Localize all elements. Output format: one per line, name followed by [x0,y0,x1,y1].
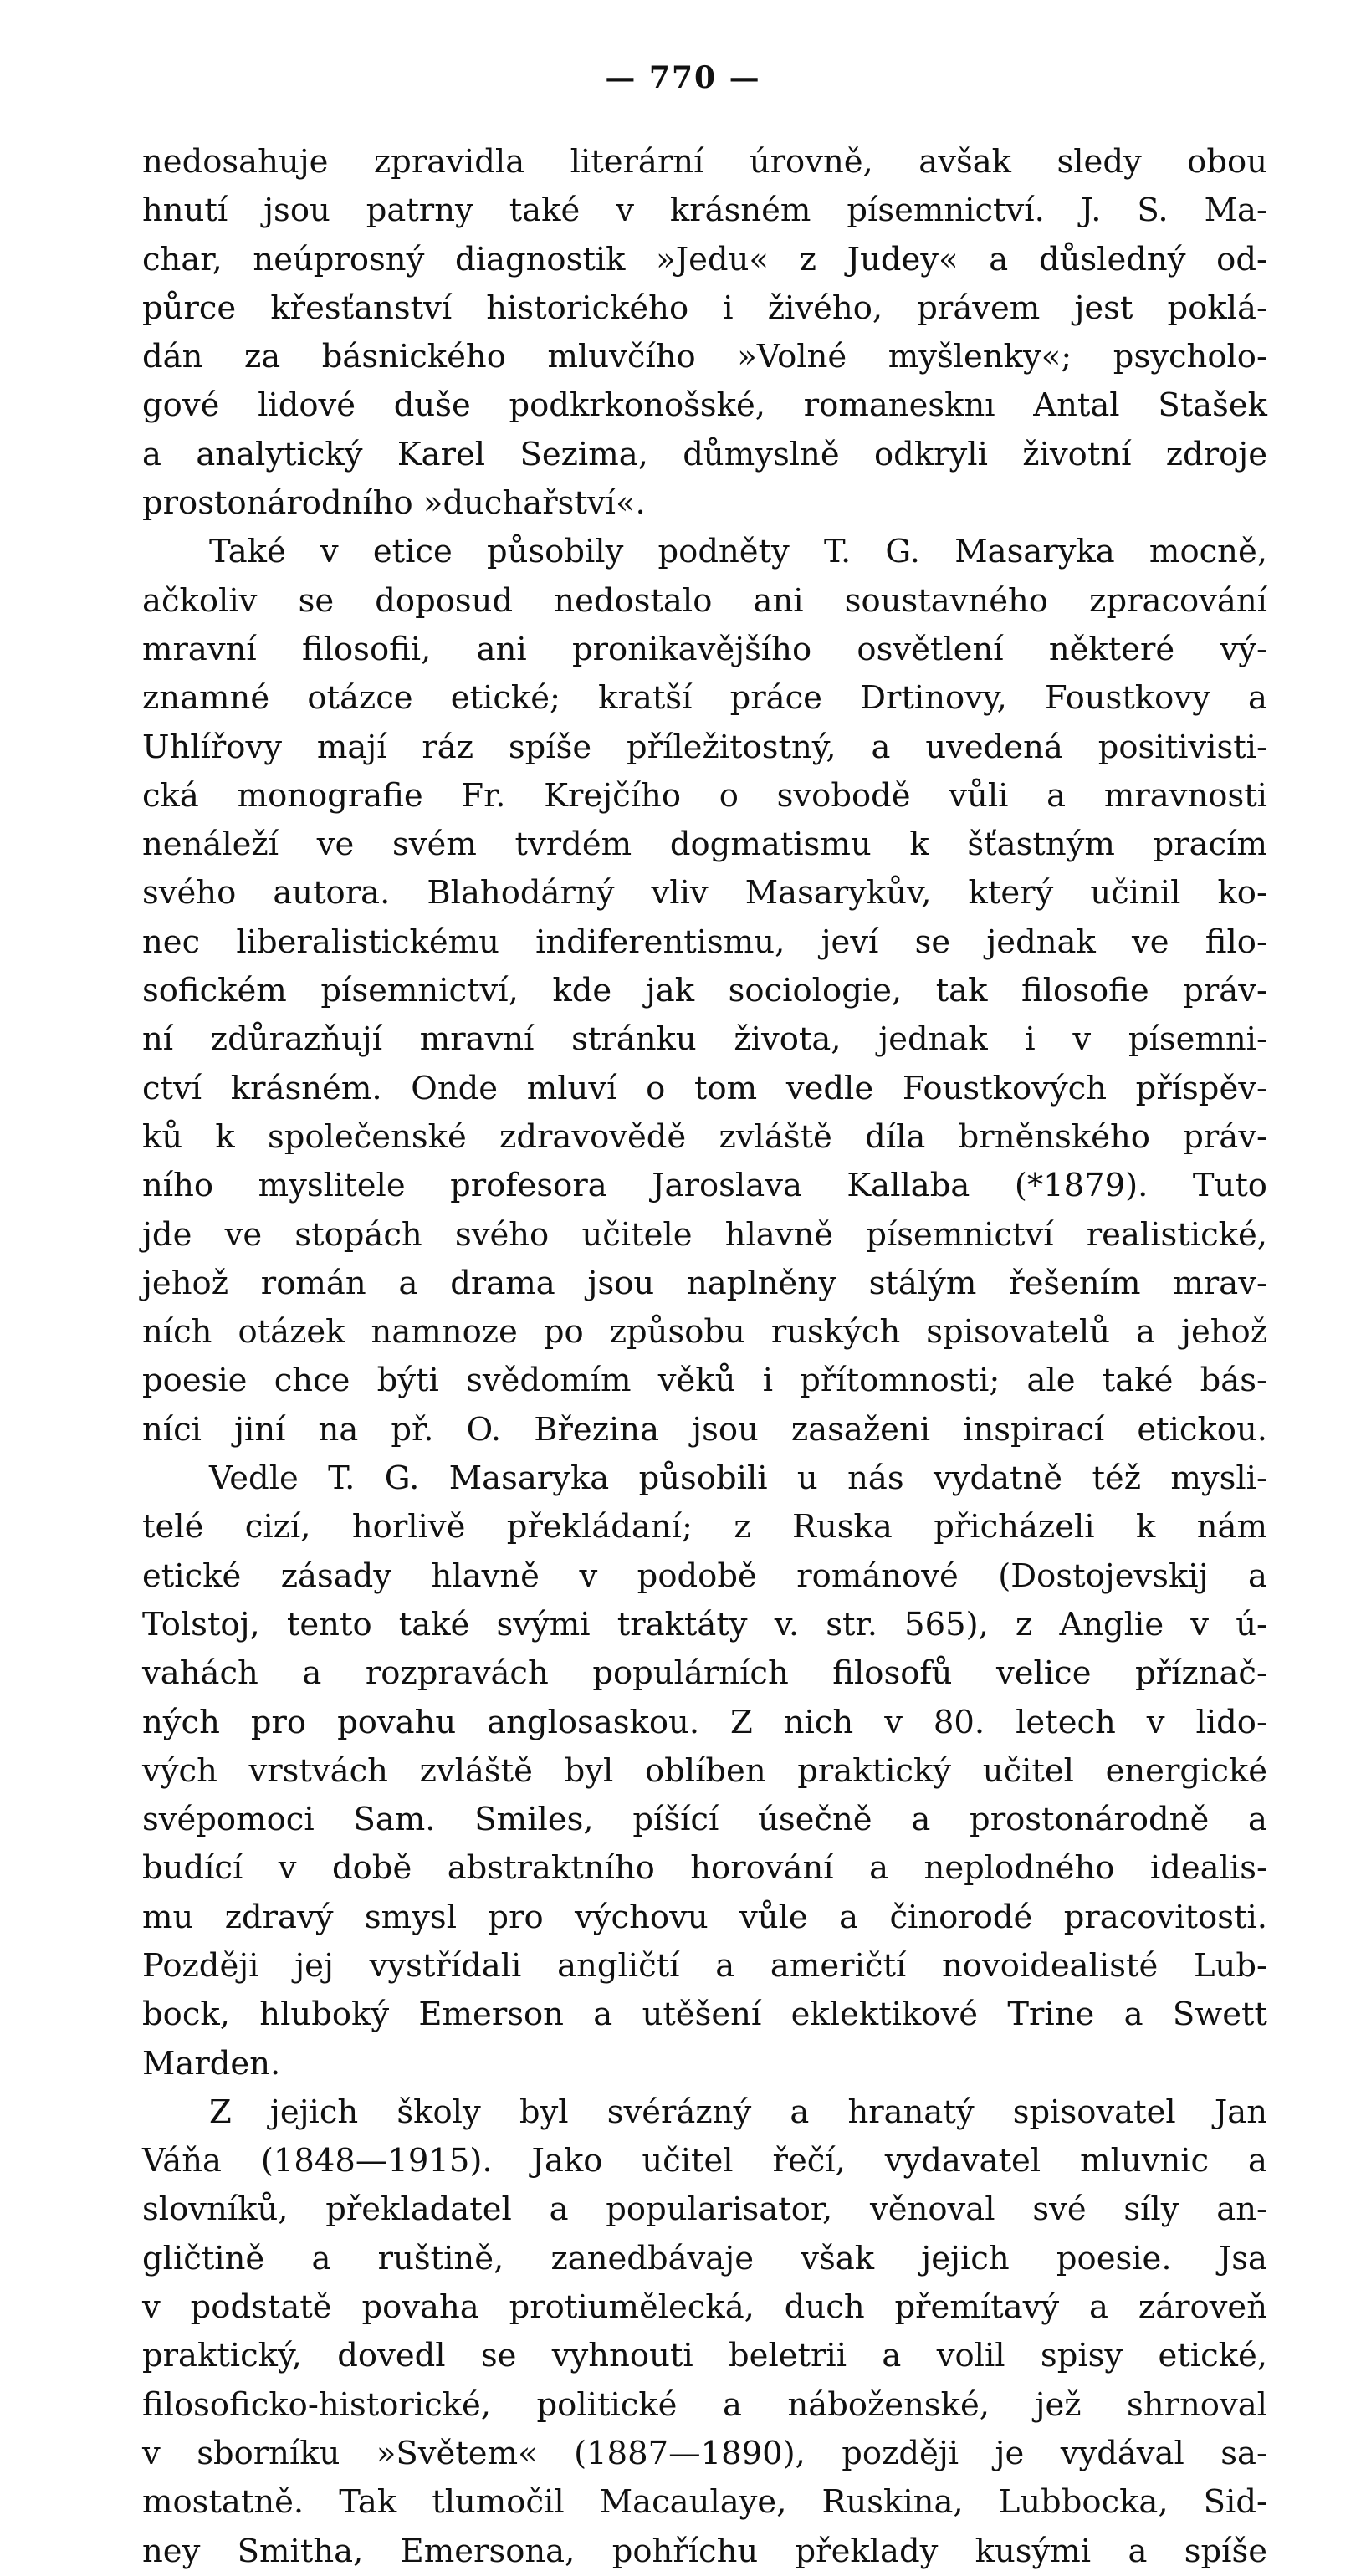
text-line: nenáleží ve svém tvrdém dogmatismu k šťastným pracím [142,825,1267,864]
text-line: slovníků, překladatel a popularisator, věnoval své síly an- [142,2190,1267,2229]
text-line: poesie chce býti svědomím věků i přítomnosti; ale také bás- [142,1362,1267,1400]
paragraph-start-line: Z jejich školy byl svérázný a hranatý spisovatel Jan [209,2093,1267,2131]
text-line: nec liberalistickému indiferentismu, jeví se jednak ve filo- [142,923,1267,961]
body-text [142,138,1267,2576]
text-line: gové lidové duše podkrkonošské, romanesknı Antal Stašek [142,386,1267,425]
text-line: Později jej vystřídali angličtí a američtí novoidealisté Lub- [142,1946,1267,1985]
text-line: ačkoliv se doposud nedostalo ani soustavného zpracování [142,581,1267,620]
text-line: jde ve stopách svého učitele hlavně písemnictví realistické, [142,1215,1267,1254]
text-line: Váňa (1848—1915). Jako učitel řečí, vydavatel mluvnic a [142,2142,1267,2180]
text-line: nedosahuje zpravidla literární úrovně, avšak sledy obou [142,143,1267,181]
text-line: bock, hluboký Emerson a utěšení eklektikové Trine a Swett [142,1996,1267,2034]
text-line: hnutí jsou patrny také v krásném písemnictví. J. S. Ma- [142,192,1267,230]
text-line: Tolstoj, tento také svými traktáty v. str. 565), z Anglie v ú- [142,1605,1267,1643]
text-line: telé cizí, horlivě překládaní; z Ruska přicházeli k nám [142,1508,1267,1546]
text-line: níci jiní na př. O. Březina jsou zasaženi inspirací etickou. [142,1410,1267,1449]
text-line: dán za básnického mluvčího »Volné myšlenky«; psycholo- [142,338,1267,376]
text-line: Marden. [142,2044,281,2083]
paragraph-start-line: Také v etice působily podněty T. G. Masaryka mocně, [209,533,1267,571]
text-line: půrce křesťanství historického i živého, právem jest poklá- [142,289,1267,327]
text-line: ní zdůrazňují mravní stránku života, jednak i v písemni- [142,1020,1267,1059]
text-line: ctví krásném. Onde mluví o tom vedle Foustkových příspěv- [142,1069,1267,1107]
text-line: praktický, dovedl se vyhnouti beletrii a volil spisy etické, [142,2337,1267,2375]
text-line: vahách a rozpravách populárních filosofů velice příznač- [142,1654,1267,1693]
text-line: ných pro povahu anglosaskou. Z nich v 80. letech v lido- [142,1703,1267,1741]
text-line: ney Smitha, Emersona, pohříchu překlady kusými a spíše [142,2532,1267,2570]
text-line: gličtině a ruštině, zanedbávaje však jejich poesie. Jsa [142,2239,1267,2277]
paragraph-start-line: Vedle T. G. Masaryka působili u nás vydatně též mysli- [209,1459,1267,1498]
text-line: ních otázek namnoze po způsobu ruských spisovatelů a jehož [142,1313,1267,1352]
text-line: jehož román a drama jsou naplněny stálým řešením mrav- [142,1264,1267,1302]
text-line: ního myslitele profesora Jaroslava Kallaba (*1879). Tuto [142,1167,1267,1205]
text-line: etické zásady hlavně v podobě románové (Dostojevskij a [142,1556,1267,1595]
text-line: v sborníku »Světem« (1887—1890), později je vydával sa- [142,2434,1267,2472]
text-line: v podstatě povaha protiumělecká, duch přemítavý a zároveň [142,2288,1267,2327]
text-line: vých vrstvách zvláště byl oblíben praktický učitel energické [142,1751,1267,1790]
text-line: Uhlířovy mají ráz spíše příležitostný, a uvedená positivisti- [142,728,1267,766]
text-line: ků k společenské zdravovědě zvláště díla brněnského práv- [142,1117,1267,1156]
text-line: char, neúprosný diagnostik »Jedu« z Judey« a důsledný od- [142,240,1267,279]
text-line: mravní filosofii, ani pronikavějšího osvětlení některé vý- [142,630,1267,668]
text-line: mu zdravý smysl pro výchovu vůle a činorodé pracovitosti. [142,1898,1267,1936]
text-line: svépomoci Sam. Smiles, píšící úsečně a prostonárodně a [142,1801,1267,1839]
text-line: svého autora. Blahodárný vliv Masarykův, který učinil ko- [142,874,1267,912]
text-line: a analytický Karel Sezima, důmyslně odkryli životní zdroje [142,435,1267,473]
text-line: budící v době abstraktního horování a neplodného idealis- [142,1849,1267,1888]
text-line: filosoficko-historické, politické a náboženské, jež shrnoval [142,2385,1267,2424]
page-number: — 770 — [605,60,761,95]
text-line: znamné otázce etické; kratší práce Drtinovy, Foustkovy a [142,679,1267,718]
text-line: sofickém písemnictví, kde jak sociologie, tak filosofie práv- [142,972,1267,1010]
text-line: cká monografie Fr. Krejčího o svobodě vůli a mravnosti [142,776,1267,815]
text-line: prostonárodního »duchařství«. [142,484,646,523]
text-line: mostatně. Tak tlumočil Macaulaye, Ruskina, Lubbocka, Sid- [142,2483,1267,2522]
